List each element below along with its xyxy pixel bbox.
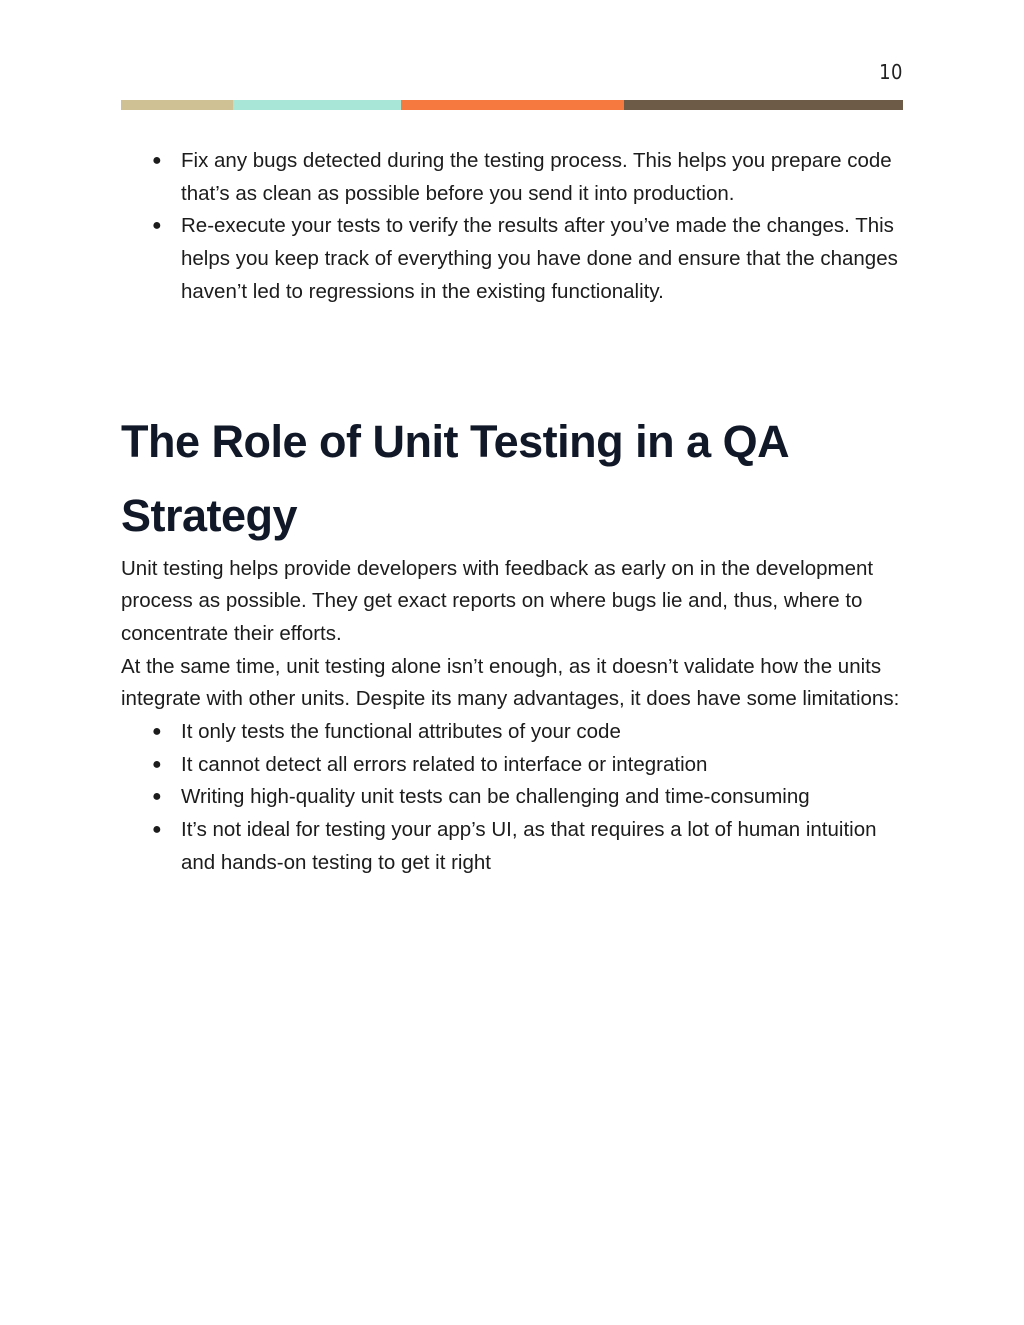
list-item-text: Writing high-quality unit tests can be challenging and time-consuming bbox=[181, 785, 810, 809]
list-item-text: It only tests the functional attributes of your code bbox=[181, 720, 621, 744]
bullet-list-top bbox=[121, 145, 911, 309]
header-color-bar bbox=[121, 100, 903, 110]
list-item bbox=[121, 716, 911, 749]
bullet-list-limitations bbox=[121, 716, 911, 880]
paragraph-limitations-intro: At the same time, unit testing alone isn’t enough, as it doesn’t validate how the units integrate with other units. Despite its many advantages, it does have some limitations: bbox=[121, 654, 900, 711]
color-bar-segment-3 bbox=[401, 100, 624, 110]
bullet-icon: ● bbox=[152, 755, 162, 773]
list-item-text: Re-execute your tests to verify the results after you’ve made the changes. This helps you keep track of everything you have done and ensure that the changes haven’t led to regressions in the existing functionality. bbox=[181, 214, 898, 303]
list-item-text: Fix any bugs detected during the testing process. This helps you prepare code that’s as clean as possible before you send it into production. bbox=[181, 149, 892, 205]
paragraph-feedback: Unit testing helps provide developers with feedback as early on in the development process as possible. They get exact reports on where bugs lie and, thus, where to concentrate their efforts. bbox=[121, 556, 874, 645]
list-item bbox=[121, 145, 911, 210]
bullet-icon: ● bbox=[152, 788, 162, 806]
bullet-icon: ● bbox=[152, 821, 162, 839]
list-item-text: It’s not ideal for testing your app’s UI, as that requires a lot of human intuition and hands-on testing to get it right bbox=[181, 818, 877, 874]
section-heading: The Role of Unit Testing in a QA Strategy bbox=[121, 415, 788, 541]
bullet-icon: ● bbox=[152, 152, 162, 169]
bullet-icon: ● bbox=[152, 217, 162, 235]
list-item bbox=[121, 814, 911, 879]
list-item bbox=[121, 210, 911, 308]
list-item-text: It cannot detect all errors related to interface or integration bbox=[181, 752, 708, 776]
page-number: 10 bbox=[879, 60, 903, 84]
bullet-icon: ● bbox=[152, 723, 162, 741]
list-item bbox=[121, 749, 911, 782]
color-bar-segment-1 bbox=[121, 100, 233, 110]
list-item bbox=[121, 781, 911, 814]
page-content bbox=[121, 145, 911, 880]
color-bar-segment-4 bbox=[624, 100, 903, 110]
color-bar-segment-2 bbox=[233, 100, 401, 110]
